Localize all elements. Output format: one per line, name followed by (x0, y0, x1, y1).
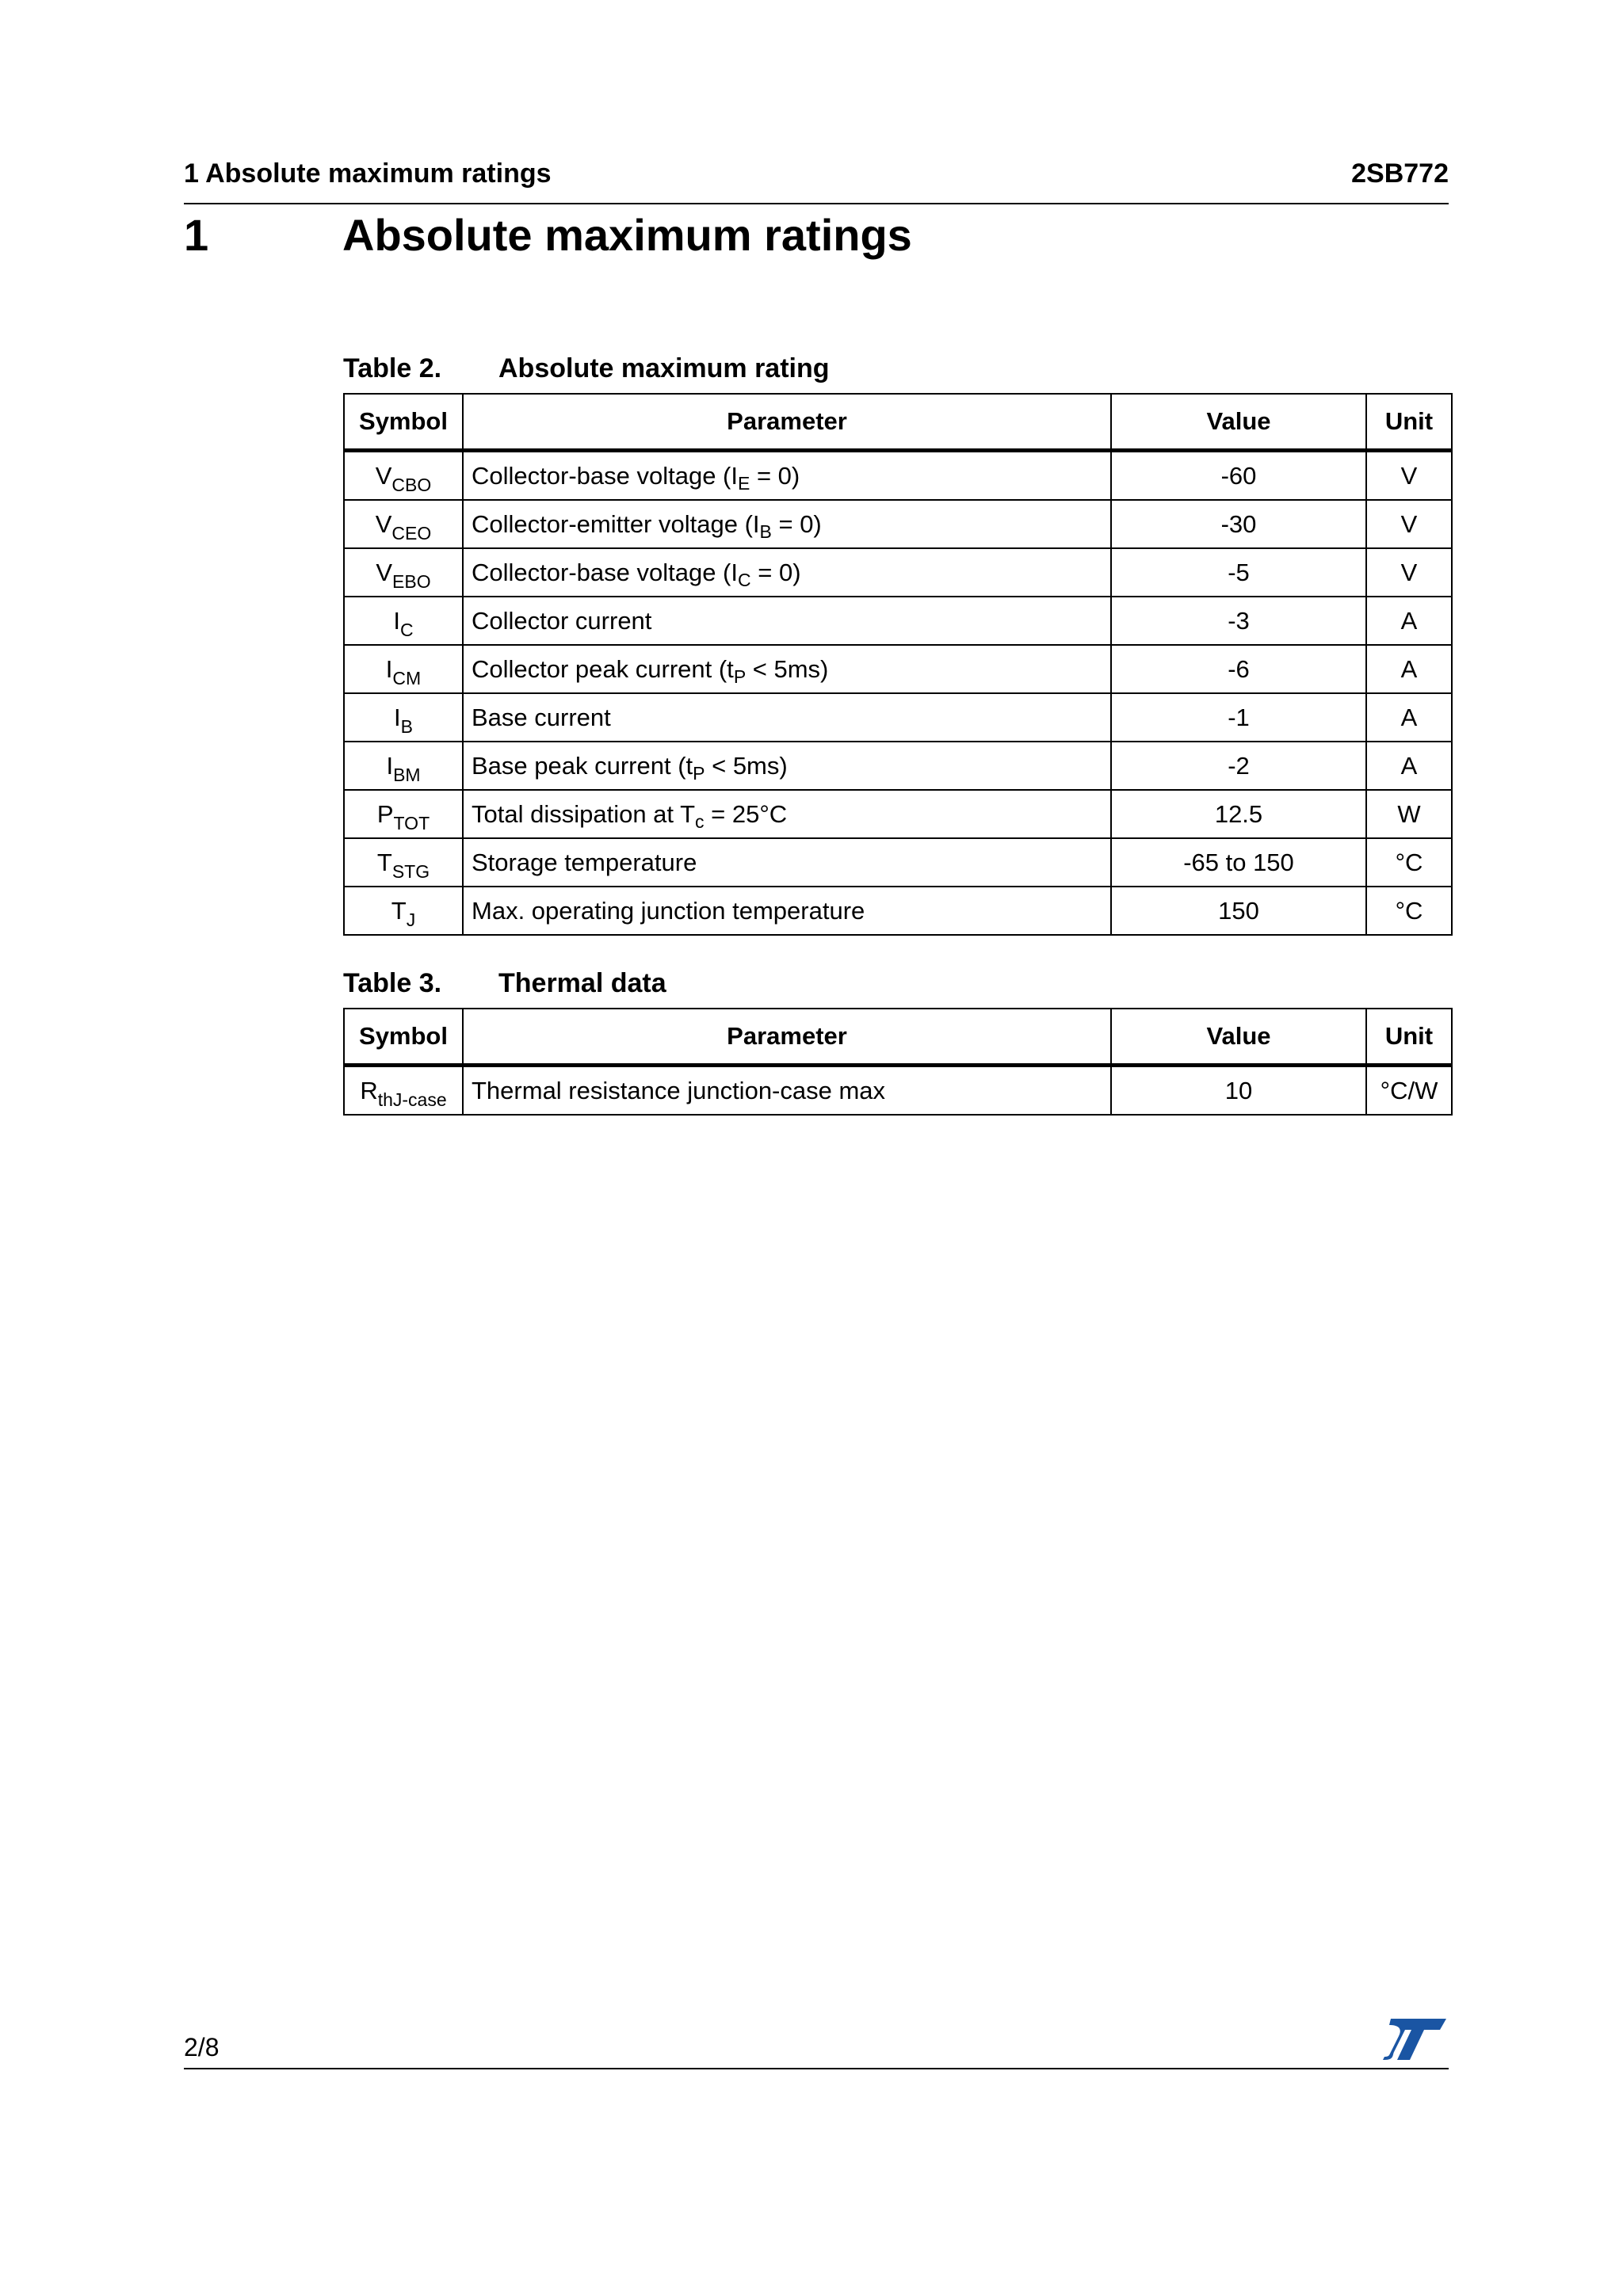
table2-label: Table 2. (343, 353, 442, 383)
running-header-part-number: 2SB772 (1351, 158, 1449, 189)
column-header-unit: Unit (1366, 394, 1452, 451)
symbol-cell (344, 500, 463, 548)
symbol-cell (344, 1066, 463, 1116)
symbol-subscript: STG (391, 860, 430, 882)
parameter-text: Thermal resistance junction-case max (472, 1076, 886, 1104)
parameter-cell (463, 500, 1111, 548)
table-header-row (344, 394, 1452, 451)
page-number: 2/8 (184, 2033, 220, 2061)
column-header-parameter: Parameter (463, 1009, 1111, 1066)
table-row (344, 548, 1452, 597)
unit-cell: °C (1366, 887, 1452, 935)
parameter-text: Collector-base voltage (I (472, 558, 738, 586)
section-title: Absolute maximum ratings (342, 210, 912, 260)
symbol-cell (344, 548, 463, 597)
parameter-text: Max. operating junction temperature (472, 896, 865, 925)
parameter-text-tail: < 5ms) (746, 654, 829, 683)
value-cell: -65 to 150 (1111, 838, 1366, 887)
symbol-subscript: CM (392, 667, 422, 688)
value-cell: -30 (1111, 500, 1366, 548)
parameter-text-tail: = 0) (771, 509, 822, 538)
value-cell: -2 (1111, 742, 1366, 790)
header-rule (184, 203, 1449, 204)
parameter-cell (463, 887, 1111, 935)
value-cell: -1 (1111, 693, 1366, 742)
table-row (344, 742, 1452, 790)
table-row (344, 838, 1452, 887)
unit-cell: W (1366, 790, 1452, 838)
table2-caption (343, 353, 830, 384)
parameter-text: Base peak current (t (472, 751, 693, 780)
parameter-text: Collector current (472, 606, 652, 635)
value-cell: 10 (1111, 1066, 1366, 1116)
symbol-letter: I (394, 703, 401, 731)
parameter-text: Collector-base voltage (I (472, 461, 738, 490)
unit-cell: V (1366, 548, 1452, 597)
table3-title: Thermal data (498, 968, 666, 998)
unit-cell: A (1366, 693, 1452, 742)
symbol-subscript: J (406, 909, 416, 930)
symbol-letter: V (375, 461, 392, 490)
column-header-unit: Unit (1366, 1009, 1452, 1066)
symbol-letter: R (360, 1076, 378, 1104)
unit-cell: °C/W (1366, 1066, 1452, 1116)
table3-label: Table 3. (343, 968, 442, 998)
absolute-maximum-rating-table (343, 393, 1453, 936)
symbol-letter: V (375, 509, 392, 538)
symbol-cell (344, 693, 463, 742)
symbol-subscript: EBO (392, 570, 431, 592)
unit-cell: °C (1366, 838, 1452, 887)
symbol-letter: T (391, 896, 407, 925)
value-cell: -3 (1111, 597, 1366, 645)
thermal-data-table (343, 1008, 1453, 1116)
parameter-text-tail: < 5ms) (705, 751, 788, 780)
symbol-cell (344, 451, 463, 501)
column-header-symbol: Symbol (344, 1009, 463, 1066)
value-cell: -6 (1111, 645, 1366, 693)
parameter-subscript: C (738, 569, 751, 590)
parameter-cell (463, 548, 1111, 597)
column-header-value: Value (1111, 1009, 1366, 1066)
symbol-subscript: C (400, 619, 414, 640)
parameter-text: Collector-emitter voltage (I (472, 509, 760, 538)
table-row (344, 645, 1452, 693)
parameter-cell (463, 790, 1111, 838)
table3-caption (343, 968, 666, 999)
table-row (344, 1066, 1452, 1116)
symbol-letter: I (393, 606, 400, 635)
footer-rule (184, 2068, 1449, 2069)
section-heading (184, 209, 912, 261)
st-logo-icon (1383, 2017, 1448, 2061)
parameter-cell (463, 693, 1111, 742)
unit-cell: V (1366, 500, 1452, 548)
parameter-cell (463, 742, 1111, 790)
unit-cell: A (1366, 742, 1452, 790)
value-cell: 150 (1111, 887, 1366, 935)
symbol-letter: T (376, 848, 392, 876)
parameter-subscript: c (695, 810, 705, 832)
unit-cell: A (1366, 645, 1452, 693)
parameter-subscript: B (759, 521, 772, 542)
symbol-cell (344, 645, 463, 693)
symbol-cell (344, 790, 463, 838)
parameter-subscript: P (693, 762, 705, 784)
column-header-symbol: Symbol (344, 394, 463, 451)
symbol-subscript: CEO (391, 522, 432, 543)
parameter-cell (463, 838, 1111, 887)
symbol-letter: I (386, 751, 394, 780)
value-cell: 12.5 (1111, 790, 1366, 838)
symbol-letter: V (376, 558, 393, 586)
symbol-letter: I (385, 654, 393, 683)
symbol-subscript: CBO (391, 474, 432, 495)
symbol-cell (344, 838, 463, 887)
parameter-subscript: P (733, 666, 747, 687)
table-row (344, 500, 1452, 548)
parameter-cell (463, 1066, 1111, 1116)
section-number: 1 (184, 210, 209, 260)
table-row (344, 451, 1452, 501)
parameter-cell (463, 645, 1111, 693)
parameter-text: Storage temperature (472, 848, 697, 876)
symbol-letter: P (376, 799, 394, 828)
column-header-parameter: Parameter (463, 394, 1111, 451)
table-row (344, 790, 1452, 838)
unit-cell: A (1366, 597, 1452, 645)
symbol-cell (344, 887, 463, 935)
symbol-subscript: thJ-case (377, 1089, 447, 1110)
value-cell: -60 (1111, 451, 1366, 501)
symbol-cell (344, 742, 463, 790)
parameter-cell (463, 597, 1111, 645)
symbol-subscript: TOT (393, 812, 430, 833)
table-row (344, 597, 1452, 645)
table-header-row (344, 1009, 1452, 1066)
parameter-text-tail: = 0) (750, 558, 801, 586)
symbol-subscript: BM (393, 764, 421, 785)
running-header-section: 1 Absolute maximum ratings (184, 158, 552, 189)
parameter-text: Base current (472, 703, 611, 731)
table-row (344, 693, 1452, 742)
value-cell: -5 (1111, 548, 1366, 597)
symbol-cell (344, 597, 463, 645)
table-row (344, 887, 1452, 935)
running-header (184, 158, 1449, 189)
unit-cell: V (1366, 451, 1452, 501)
column-header-value: Value (1111, 394, 1366, 451)
symbol-subscript: B (400, 715, 413, 737)
parameter-cell (463, 451, 1111, 501)
parameter-text: Total dissipation at T (472, 799, 696, 828)
parameter-text-tail: = 25°C (704, 799, 788, 828)
parameter-text: Collector peak current (t (472, 654, 734, 683)
table2-title: Absolute maximum rating (498, 353, 830, 383)
parameter-subscript: E (738, 472, 750, 494)
parameter-text-tail: = 0) (750, 461, 800, 490)
